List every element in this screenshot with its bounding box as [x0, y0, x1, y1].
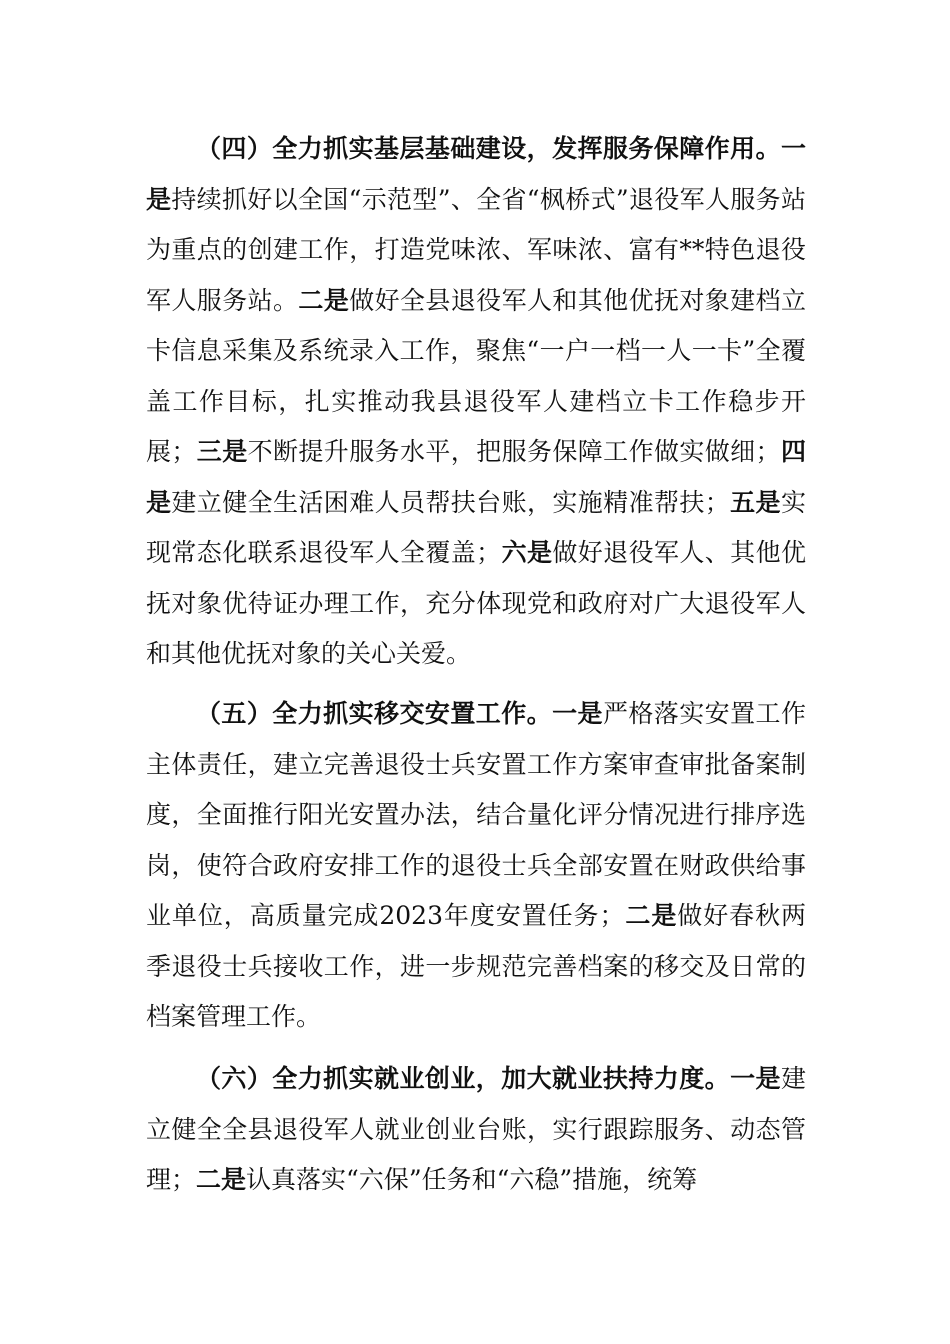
section-heading: （五）全力抓实移交安置工作。: [196, 699, 553, 728]
item-text: 做好退役军人、其他优抚对象优待证办理工作，充分体现党和政府对广大退役军人和其他优抚对象的关心关爱。: [146, 538, 806, 668]
item-text: 持续抓好以全国“示范型”、全省“枫桥式”退役军人服务站为重点的创建工作，打造党味浓、军味浓、富有**特色退役军人服务站。: [146, 184, 806, 315]
item-text: 实现常态化联系退役军人全覆盖；: [146, 487, 806, 567]
item-text: 建立健全全县退役军人就业创业台账，实行跟踪服务、动态管理；: [146, 1064, 806, 1194]
item-label: 三是: [196, 437, 248, 466]
item-label: 五是: [729, 487, 781, 517]
item-text: 做好春秋两季退役士兵接收工作，进一步规范完善档案的移交及日常的档案管理工作。: [146, 901, 806, 1031]
section-heading: （四）全力抓实基层基础建设，发挥服务保障作用。: [196, 134, 781, 163]
item-text: 严格落实安置工作主体责任，建立完善退役士兵安置工作方案审查审批备案制度，全面推行阳光安置办法，结合量化评分情况进行排序选岗，使符合政府安排工作的退役士兵全部安置在财政供给事业单位，高质量完成2023年度安置任务；: [146, 699, 806, 930]
paragraph-section-4: [146, 124, 806, 679]
item-text: 做好全县退役军人和其他优抚对象建档立卡信息采集及系统录入工作，聚焦“一户一档一人一卡”全覆盖工作目标，扎实推动我县退役军人建档立卡工作稳步开展；: [146, 285, 806, 466]
section-heading: （六）全力抓实就业创业，加大就业扶持力度。: [196, 1064, 731, 1093]
item-text: 建立健全生活困难人员帮扶台账，实施精准帮扶；: [171, 487, 730, 517]
item-label: 二是: [298, 285, 350, 315]
item-label: 二是: [624, 901, 678, 930]
item-label: 一是: [730, 1064, 781, 1093]
paragraph-section-6: [146, 1054, 806, 1206]
item-label: 六是: [501, 538, 553, 567]
item-text: 认真落实“六保”任务和“六稳”措施，统筹: [246, 1165, 698, 1194]
document-body: [146, 124, 806, 1216]
paragraph-section-5: [146, 689, 806, 1044]
item-text: 不断提升服务水平，把服务保障工作做实做细；: [247, 437, 781, 466]
item-label: 一是: [552, 699, 603, 728]
item-label: 四是: [146, 437, 806, 517]
item-label: 一是: [146, 134, 806, 214]
item-label: 二是: [196, 1165, 247, 1194]
